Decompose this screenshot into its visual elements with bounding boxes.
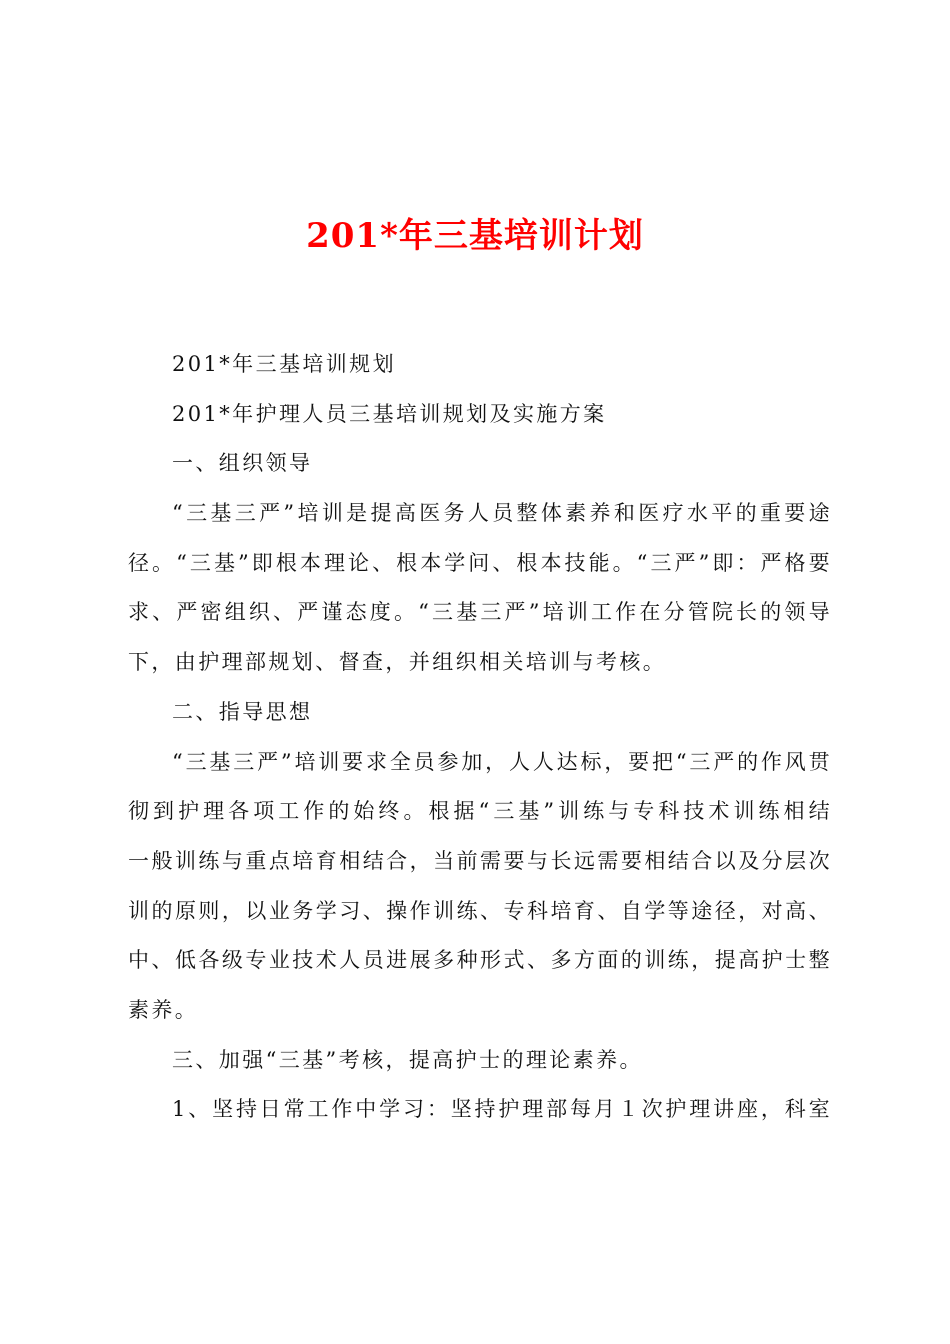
paragraph-line: 中、低各级专业技术人员进展多种形式、多方面的训练，提高护士整 [128,948,832,973]
paragraph-line: 训的原则，以业务学习、操作训练、专科培育、自学等途径，对高、 [128,898,832,923]
paragraph-line: 彻到护理各项工作的始终。根据“三基”训练与专科技术训练相结 [128,799,832,824]
section-heading-2: 二、指导思想 [172,699,313,724]
paragraph-line: 径。“三基”即根本理论、根本学问、根本技能。“三严”即：严格要 [128,550,832,575]
section-heading-1: 一、组织领导 [172,451,313,476]
subtitle-line: 201*年三基培训规划 [172,352,396,376]
section-heading-3: 三、加强“三基”考核，提高护士的理论素养。 [172,1047,643,1072]
plan-heading: 201*年护理人员三基培训规划及实施方案 [172,401,607,426]
paragraph-line: 1、坚持日常工作中学习：坚持护理部每月１次护理讲座，科室 [172,1097,832,1122]
paragraph-line: “三基三严”培训要求全员参加，人人达标，要把“三严的作风贯 [172,749,832,774]
paragraph-line: 素养。 [128,997,199,1022]
paragraph-line: “三基三严”培训是提高医务人员整体素养和医疗水平的重要途 [172,501,832,526]
document-body [128,340,832,1135]
paragraph-line: 一般训练与重点培育相结合，当前需要与长远需要相结合以及分层次 [128,848,832,873]
document-title: 201*年三基培训计划 [306,216,644,256]
paragraph-line: 下，由护理部规划、督查，并组织相关培训与考核。 [128,650,667,675]
paragraph-line: 求、严密组织、严谨态度。“三基三严”培训工作在分管院长的领导 [128,600,832,625]
